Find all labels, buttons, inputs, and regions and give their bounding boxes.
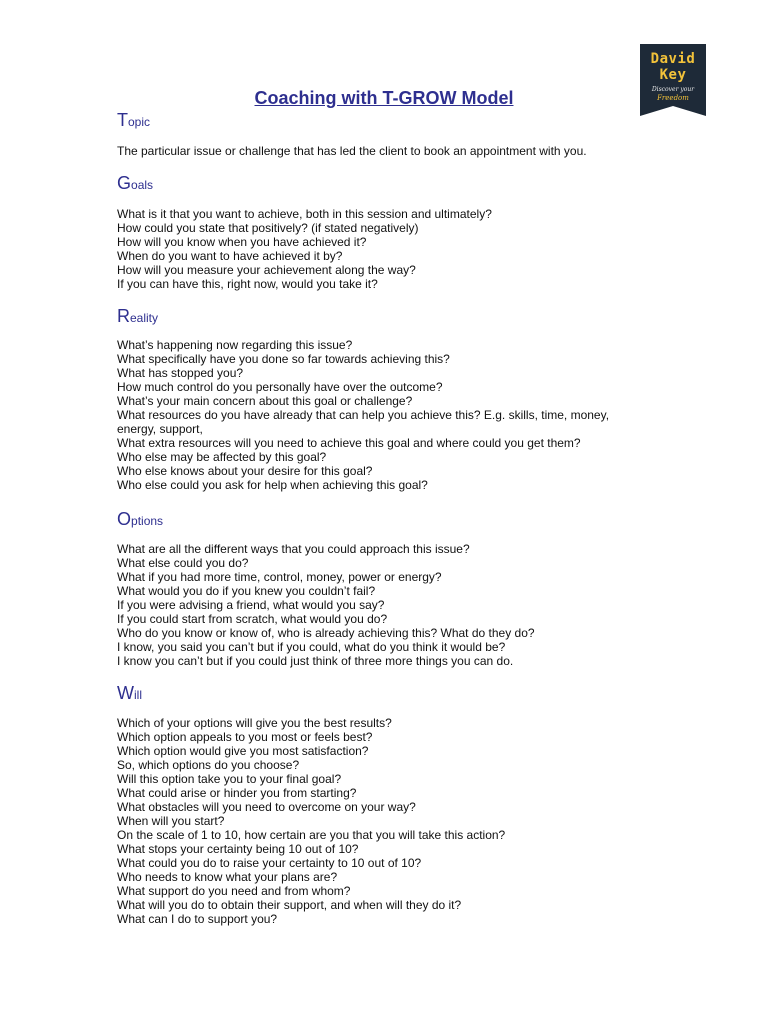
question-line: What stops your certainty being 10 out of 10?: [117, 842, 359, 856]
question-line: Which option appeals to you most or feels best?: [117, 730, 373, 744]
logo-tagline-top: Discover your: [651, 86, 695, 93]
question-line: What are all the different ways that you could approach this issue?: [117, 542, 470, 556]
heading-rest: eality: [130, 311, 159, 325]
section-heading-goals: [117, 173, 153, 194]
heading-initial: T: [117, 110, 128, 130]
question-line: How will you measure your achievement along the way?: [117, 263, 416, 277]
heading-rest: opic: [128, 115, 151, 129]
question-line: Who needs to know what your plans are?: [117, 870, 338, 884]
section-body-options: [117, 542, 677, 668]
heading-rest: ptions: [131, 514, 164, 528]
heading-initial: O: [117, 509, 132, 529]
question-line: Who else could you ask for help when achieving this goal?: [117, 478, 428, 492]
logo-name-last: Key: [659, 67, 687, 83]
question-line: So, which options do you choose?: [117, 758, 300, 772]
question-line: What would you do if you knew you couldn’t fail?: [117, 584, 376, 598]
question-line: What obstacles will you need to overcome on your way?: [117, 800, 416, 814]
question-line: What could arise or hinder you from starting?: [117, 786, 357, 800]
question-line: When do you want to have achieved it by?: [117, 249, 343, 263]
question-line: I know you can’t but if you could just think of three more things you can do.: [117, 654, 514, 668]
section-body-will: [117, 716, 677, 926]
question-line: What support do you need and from whom?: [117, 884, 351, 898]
section-heading-topic: [117, 110, 150, 131]
page-title: Coaching with T-GROW Model: [254, 88, 514, 108]
question-line: Who else may be affected by this goal?: [117, 450, 327, 464]
question-line: What will you do to obtain their support, and when will they do it?: [117, 898, 462, 912]
question-line: Which option would give you most satisfaction?: [117, 744, 369, 758]
question-line: How will you know when you have achieved it?: [117, 235, 367, 249]
question-line: What resources do you have already that can help you achieve this? E.g. skills, time, money,: [117, 408, 610, 422]
section-body-goals: [117, 207, 677, 291]
question-line: When will you start?: [117, 814, 225, 828]
heading-initial: G: [117, 173, 132, 193]
question-line: What’s your main concern about this goal or challenge?: [117, 394, 413, 408]
question-line: What else could you do?: [117, 556, 249, 570]
question-line: If you can have this, right now, would you take it?: [117, 277, 378, 291]
question-line: What specifically have you done so far towards achieving this?: [117, 352, 450, 366]
section-body-topic: [117, 144, 677, 158]
question-line: What has stopped you?: [117, 366, 244, 380]
question-line: energy, support,: [117, 422, 203, 436]
question-line: If you could start from scratch, what would you do?: [117, 612, 388, 626]
heading-initial: R: [117, 306, 130, 326]
heading-rest: oals: [131, 178, 154, 192]
question-line: What’s happening now regarding this issue?: [117, 338, 353, 352]
question-line: Will this option take you to your final goal?: [117, 772, 342, 786]
question-line: I know, you said you can’t but if you could, what do you think it would be?: [117, 640, 506, 654]
section-heading-options: [117, 509, 163, 530]
logo-tagline-bottom: Freedom: [657, 94, 689, 102]
heading-rest: ill: [134, 688, 142, 702]
question-line: On the scale of 1 to 10, how certain are you that you will take this action?: [117, 828, 506, 842]
question-line: How much control do you personally have over the outcome?: [117, 380, 443, 394]
question-line: What extra resources will you need to achieve this goal and where could you get them?: [117, 436, 581, 450]
question-line: What can I do to support you?: [117, 912, 278, 926]
question-line: Who do you know or know of, who is already achieving this? What do they do?: [117, 626, 535, 640]
question-line: Which of your options will give you the best results?: [117, 716, 392, 730]
question-line: How could you state that positively? (if stated negatively): [117, 221, 419, 235]
question-line: What if you had more time, control, money, power or energy?: [117, 570, 442, 584]
question-line: If you were advising a friend, what would you say?: [117, 598, 385, 612]
section-body-reality: [117, 338, 677, 492]
heading-initial: W: [117, 683, 134, 703]
question-line: The particular issue or challenge that has led the client to book an appointment with you.: [117, 144, 587, 158]
logo-name-first: David: [650, 51, 696, 67]
section-heading-reality: [117, 306, 158, 327]
section-heading-will: [117, 683, 142, 704]
question-line: Who else knows about your desire for this goal?: [117, 464, 373, 478]
question-line: What is it that you want to achieve, both in this session and ultimately?: [117, 207, 492, 221]
question-line: What could you do to raise your certainty to 10 out of 10?: [117, 856, 422, 870]
